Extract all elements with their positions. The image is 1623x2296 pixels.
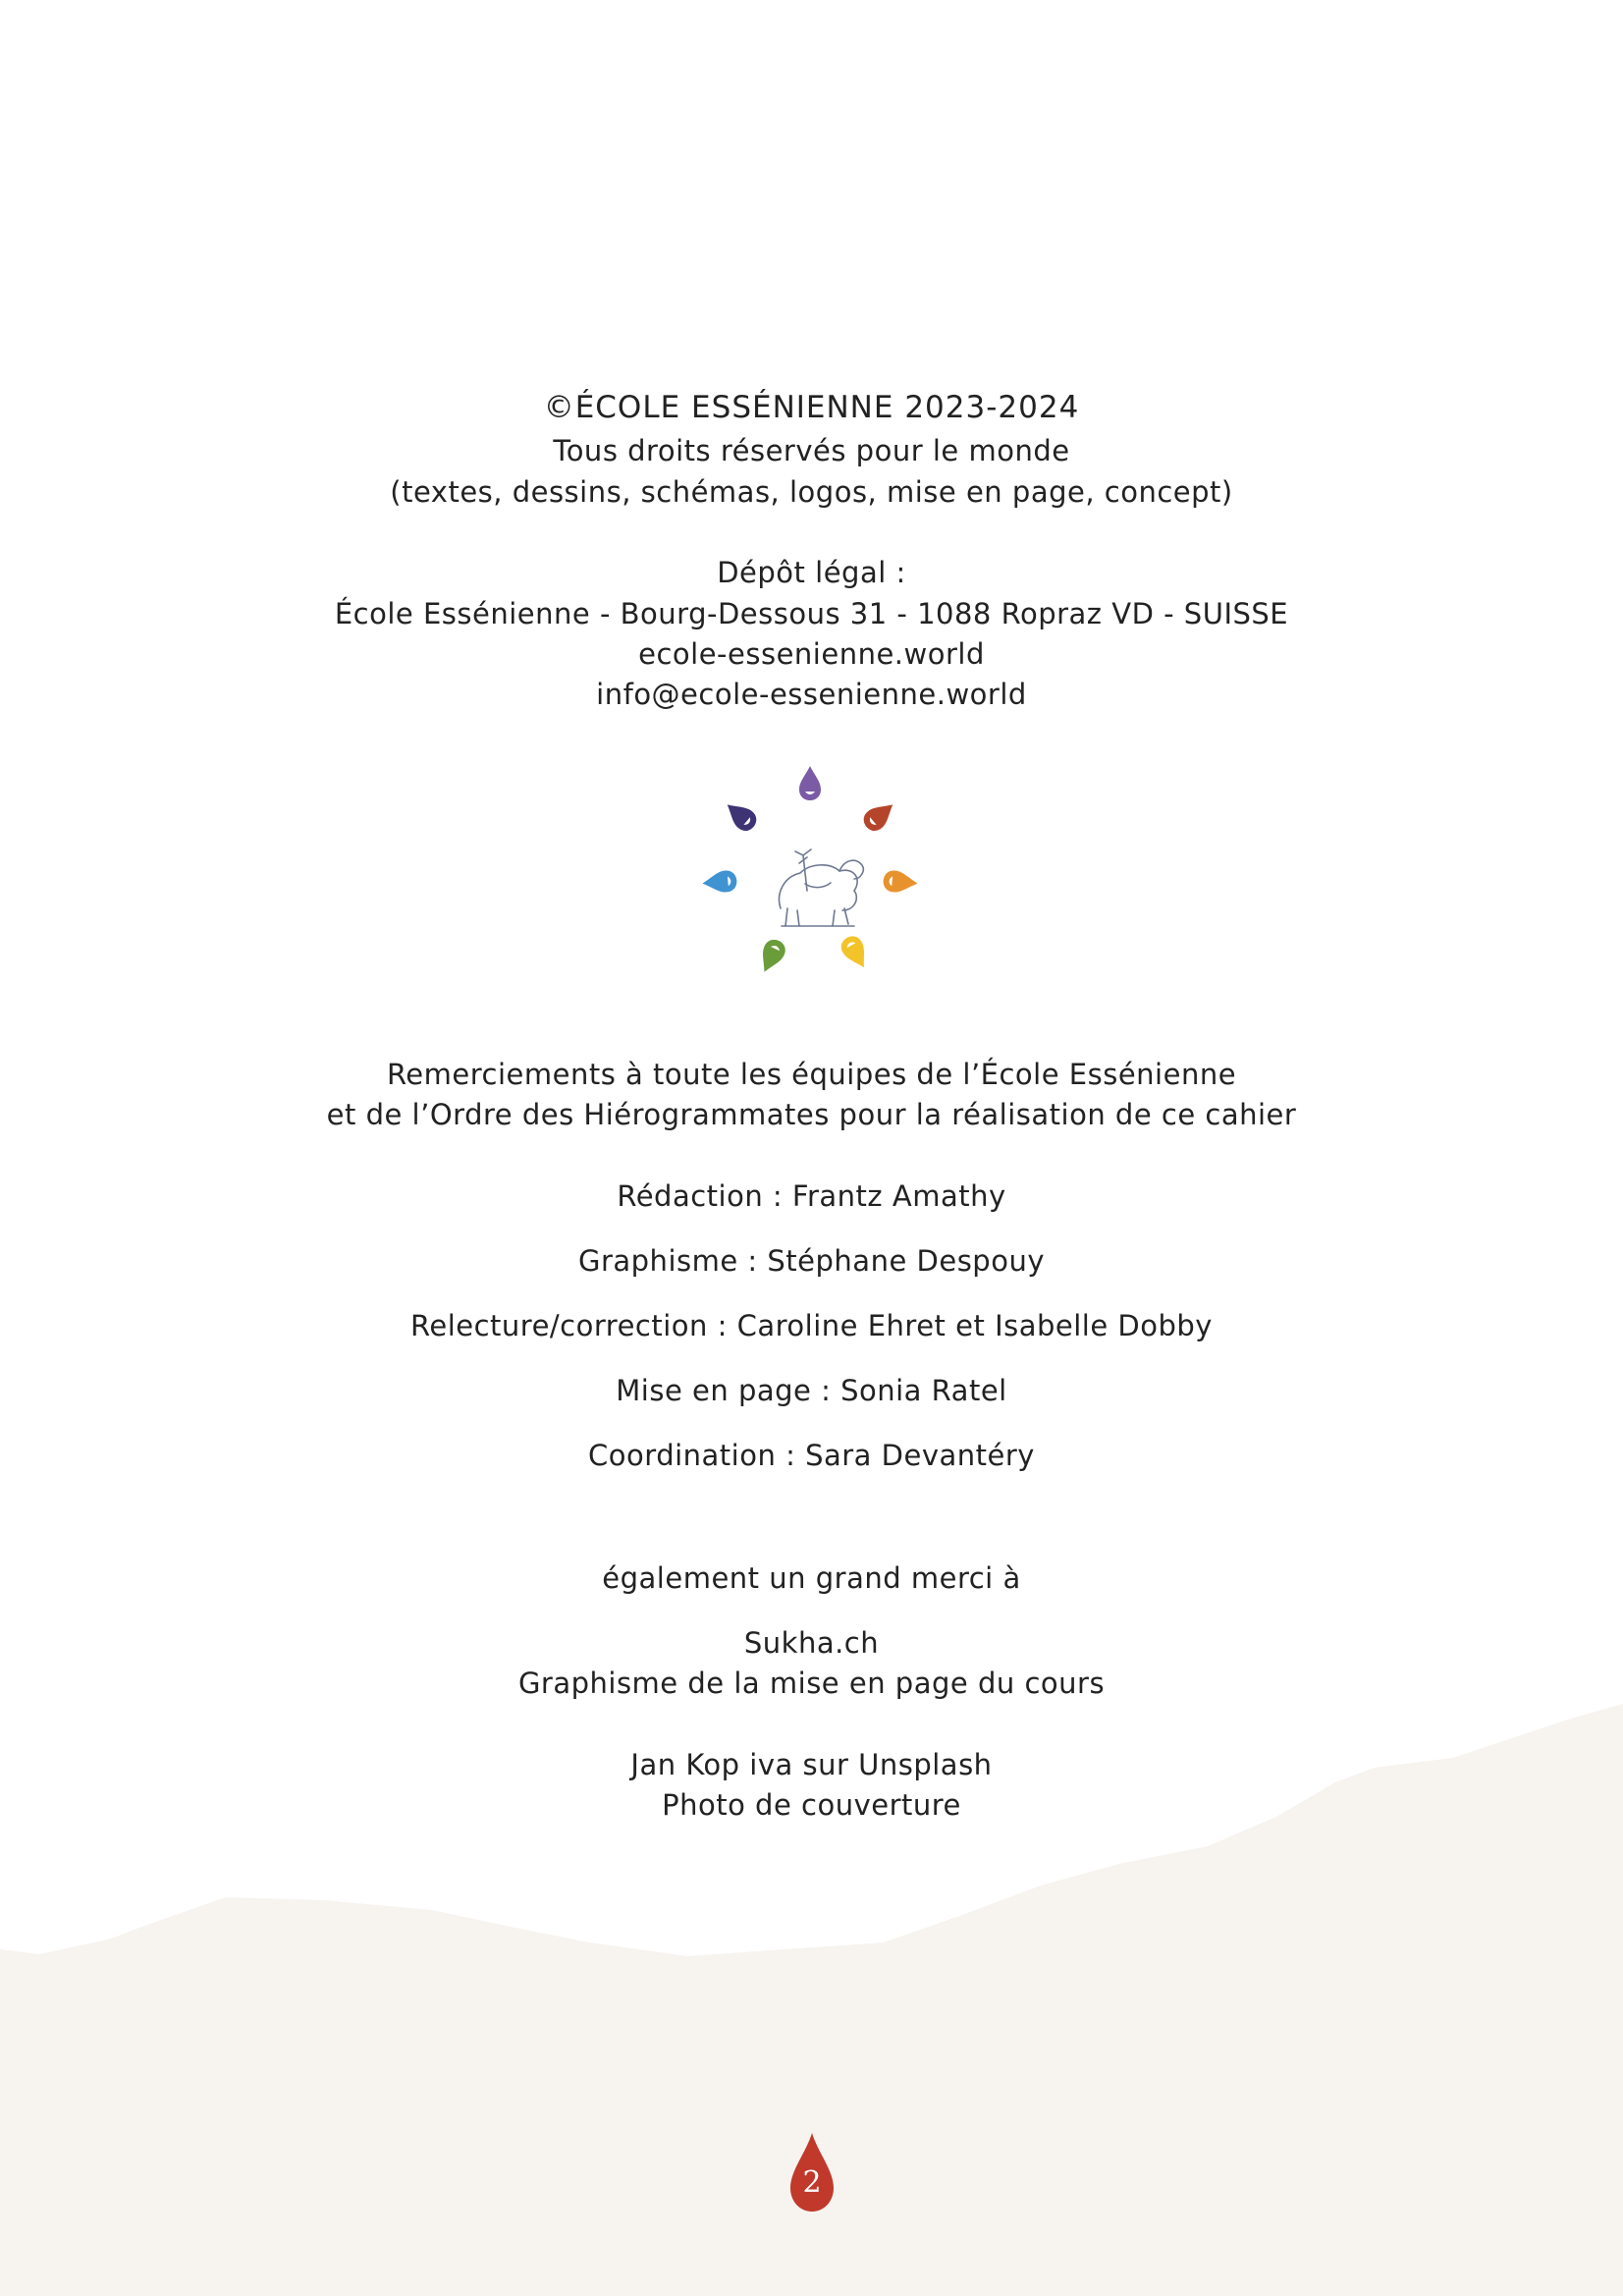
- credit-redaction: Rédaction : Frantz Amathy: [617, 1179, 1006, 1213]
- copyright-title: ©ÉCOLE ESSÉNIENNE 2023-2024: [543, 390, 1080, 425]
- credit-relecture: Relecture/correction : Caroline Ehret et Isabelle Dobby: [410, 1309, 1213, 1342]
- thanks-line-2: et de l’Ordre des Hiérogrammates pour la réalisation de ce cahier: [326, 1098, 1297, 1131]
- sukha-role: Graphisme de la mise en page du cours: [517, 1667, 1106, 1700]
- flame-red-icon: [859, 796, 899, 835]
- thanks-line-1: Remerciements à toute les équipes de l’École Essénienne: [386, 1058, 1237, 1091]
- flame-green-icon: [755, 936, 789, 976]
- flame-orange-icon: [883, 870, 919, 895]
- flame-blue-icon: [702, 870, 738, 895]
- photo-credit: Jan Kop iva sur Unsplash: [630, 1748, 993, 1781]
- rights-scope: (textes, dessins, schémas, logos, mise en page, concept): [390, 475, 1233, 509]
- rights-statement: Tous droits réservés pour le monde: [553, 434, 1070, 467]
- email-link[interactable]: info@ecole-essenienne.world: [596, 678, 1027, 711]
- flame-violet-icon: [799, 766, 821, 800]
- website-link[interactable]: ecole-essenienne.world: [638, 637, 985, 671]
- page-number: 2: [802, 2165, 822, 2200]
- credit-coordination: Coordination : Sara Devantéry: [588, 1439, 1035, 1472]
- also-thanks-heading: également un grand merci à: [602, 1561, 1021, 1595]
- essenian-lamb-with-seven-flames-logo: [697, 761, 923, 987]
- flame-yellow-icon: [838, 932, 874, 972]
- credit-mise-en-page: Mise en page : Sonia Ratel: [616, 1374, 1007, 1407]
- legal-heading: Dépôt légal :: [717, 556, 906, 589]
- photo-role: Photo de couverture: [662, 1788, 961, 1822]
- sukha-name: Sukha.ch: [743, 1626, 880, 1660]
- legal-address: École Essénienne - Bourg-Dessous 31 - 1088 Ropraz VD - SUISSE: [334, 597, 1289, 630]
- credit-graphisme: Graphisme : Stéphane Despouy: [577, 1244, 1045, 1278]
- flame-indigo-icon: [721, 796, 761, 835]
- lamb-icon: [780, 849, 864, 926]
